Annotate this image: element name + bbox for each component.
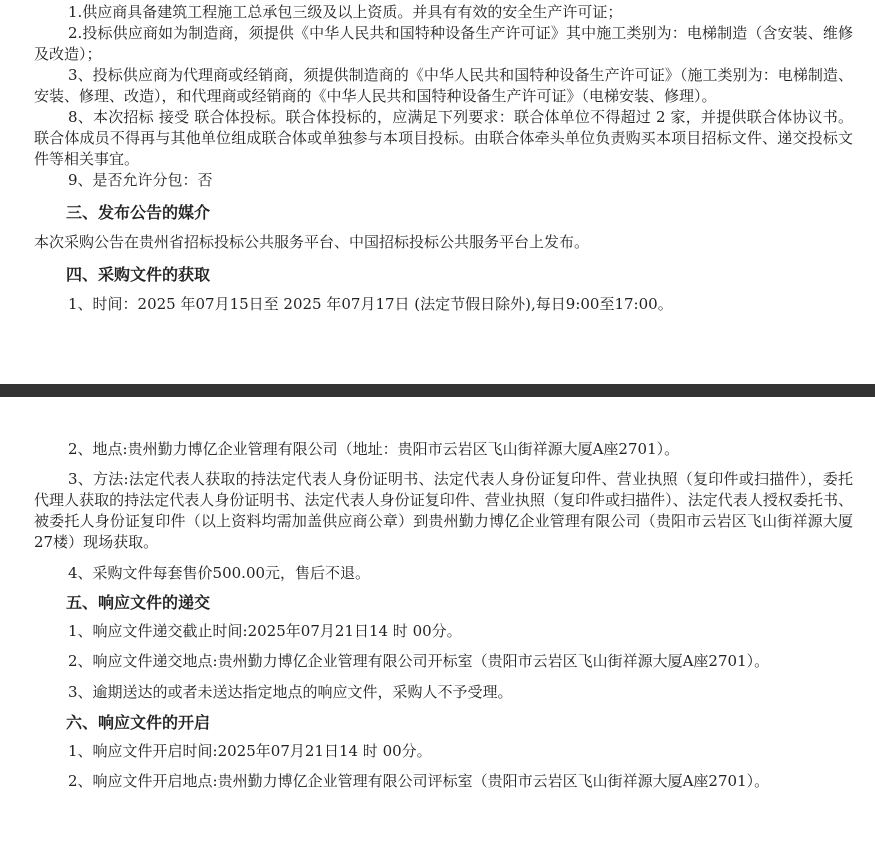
obtain-location-text: 2、地点:贵州勤力博亿企业管理有限公司（地址：贵阳市云岩区飞山街祥源大厦A座2701）。 [68, 440, 680, 458]
consortium-item-8: 8、本次招标 接受 联合体投标。联合体投标的，应满足下列要求：联合体单位不得超过 2 家，并提供联合体协议书。联合体成员不得再与其他单位组成联合体或单独参与本项目投标。由联合体牵头单位负责购买本项目招标文件、递交投标文件等相关事宜。 [34, 108, 853, 168]
obtain-method-text: 3、方法:法定代表人获取的持法定代表人身份证明书、法定代表人身份证复印件、营业执照（复印件或扫描件），委托代理人获取的持法定代表人身份证明书、法定代表人身份证复印件、营业执照（复印件或扫描件）、法定代表人授权委托书、被委托人身份证复印件（以上资料均需加盖供应商公章）到贵州勤力博亿企业管理有限公司（贵阳市云岩区飞山街祥源大厦27楼）现场获取。 [34, 470, 853, 551]
qualification-item-1: 1.供应商具备建筑工程施工总承包三级及以上资质。并具有有效的安全生产许可证； [68, 3, 623, 21]
publication-media-text: 本次采购公告在贵州省招标投标公共服务平台、中国招标投标公共服务平台上发布。 [34, 233, 590, 251]
opening-location-text: 2、响应文件开启地点:贵州勤力博亿企业管理有限公司评标室（贵阳市云岩区飞山街祥源大厦A座2701）。 [68, 772, 770, 790]
submission-location-text: 2、响应文件递交地点:贵州勤力博亿企业管理有限公司开标室（贵阳市云岩区飞山街祥源大厦A座2701）。 [68, 652, 770, 670]
qualification-item-3: 3、投标供应商为代理商或经销商，须提供制造商的《中华人民共和国特种设备生产许可证》（施工类别为：电梯制造、安装、修理、改造），和代理商或经销商的《中华人民共和国特种设备生产许可证》（电梯安装、修理）。 [34, 66, 853, 105]
page-separator [0, 384, 875, 397]
obtain-time-text: 1、时间：2025 年07月15日至 2025 年07月17日 (法定节假日除外),每日9:00至17:00。 [68, 295, 673, 313]
document-page-bottom [0, 397, 875, 858]
section-heading-obtain-docs: 四、采购文件的获取 [66, 265, 211, 284]
section-heading-media: 三、发布公告的媒介 [66, 203, 211, 222]
section-heading-submission: 五、响应文件的递交 [66, 593, 211, 612]
qualification-item-2: 2.投标供应商如为制造商，须提供《中华人民共和国特种设备生产许可证》其中施工类别为：电梯制造（含安装、维修及改造）； [34, 24, 853, 63]
document-page-top [0, 0, 875, 384]
late-submission-text: 3、逾期送达的或者未送达指定地点的响应文件，采购人不予受理。 [68, 683, 513, 701]
subcontract-item-9: 9、是否允许分包：否 [68, 171, 213, 189]
document-price-text: 4、采购文件每套售价500.00元，售后不退。 [68, 564, 371, 582]
opening-time-text: 1、响应文件开启时间:2025年07月21日14 时 00分。 [68, 742, 432, 760]
section-heading-opening: 六、响应文件的开启 [66, 713, 211, 732]
submission-deadline-text: 1、响应文件递交截止时间:2025年07月21日14 时 00分。 [68, 622, 462, 640]
